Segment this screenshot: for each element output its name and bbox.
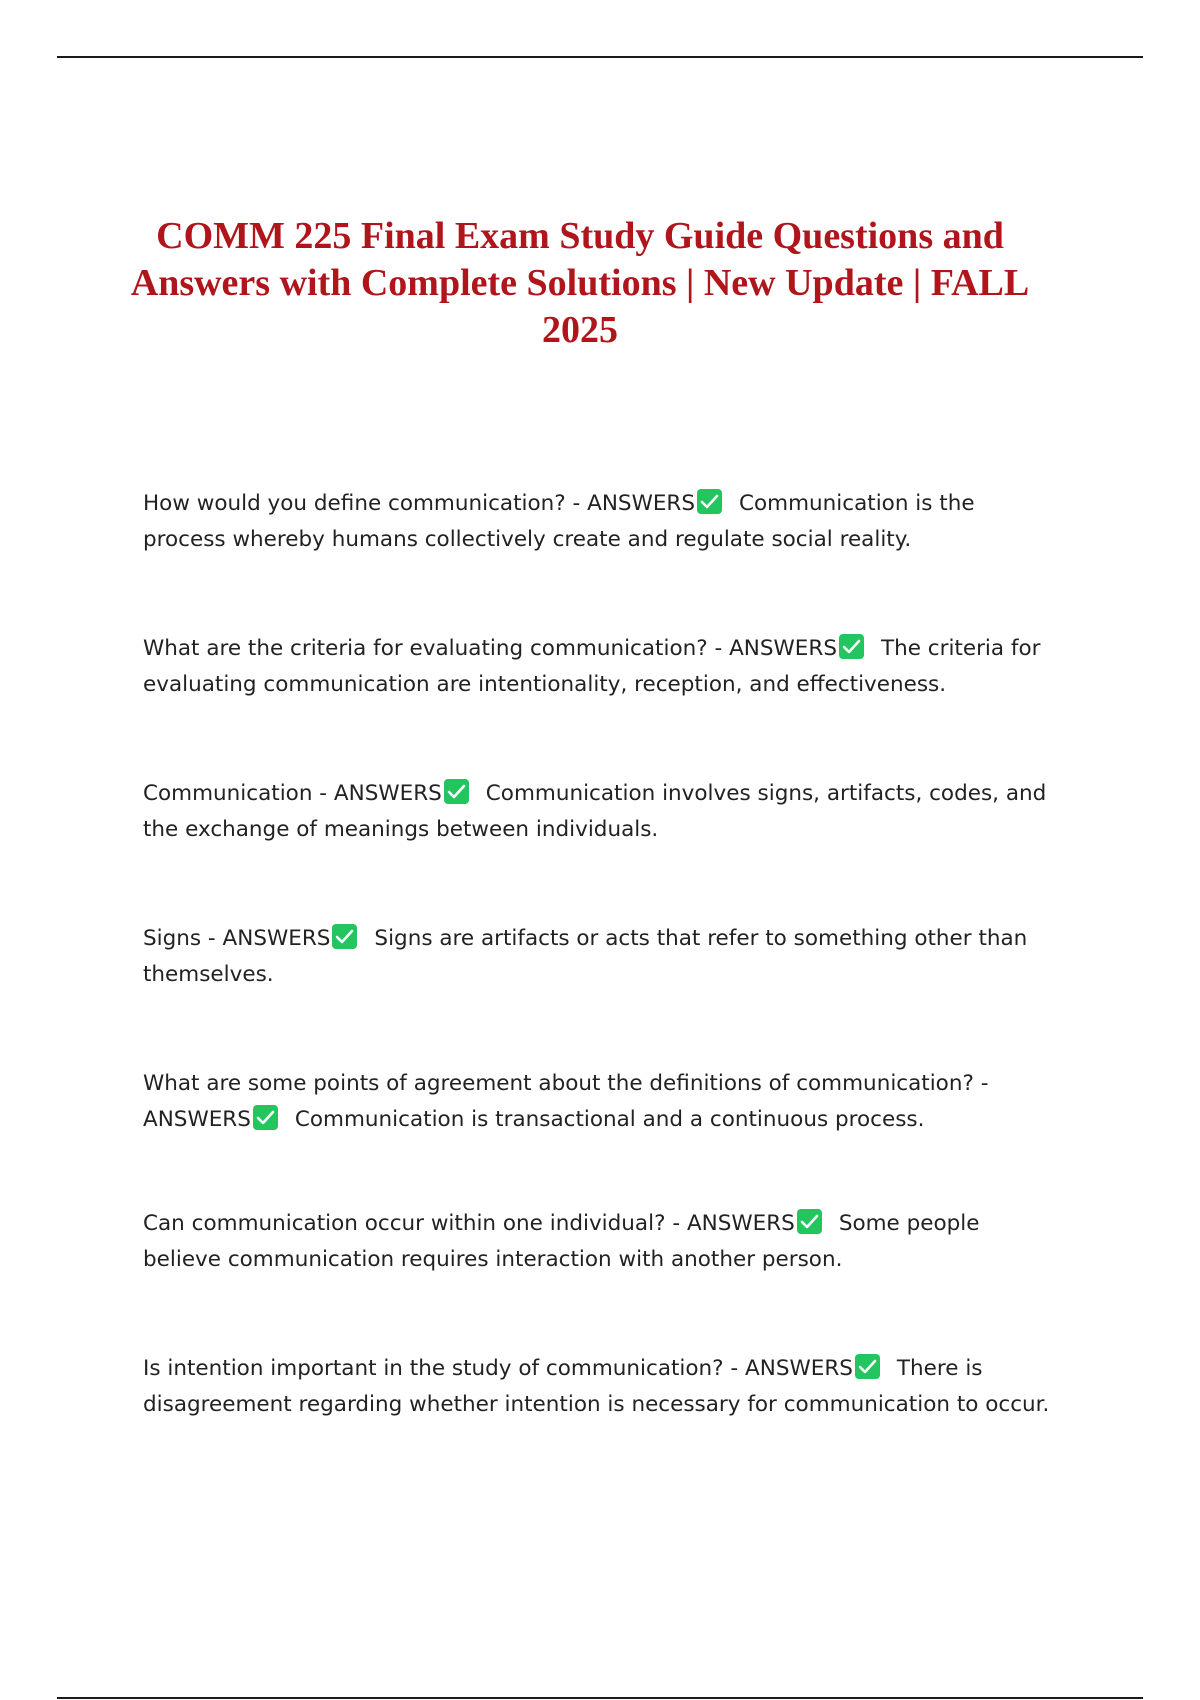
- check-mark-icon: [697, 489, 722, 514]
- answers-label: ANSWERS: [745, 1356, 853, 1381]
- qa-item: [143, 776, 1063, 848]
- question-text: What are the criteria for evaluating communication? -: [143, 636, 723, 661]
- check-mark-icon: [855, 1354, 880, 1379]
- question-text: How would you define communication? -: [143, 491, 581, 516]
- qa-item: [143, 1066, 1063, 1138]
- qa-item: [143, 1206, 1063, 1278]
- check-mark-icon: [444, 779, 469, 804]
- answer-text: Some people believe communication requires interaction with another person.: [143, 1211, 980, 1272]
- check-mark-icon: [839, 634, 864, 659]
- answers-label: ANSWERS: [587, 491, 695, 516]
- answers-label: ANSWERS: [686, 1211, 795, 1236]
- answer-text: Signs are artifacts or acts that refer to something other than themselves.: [143, 926, 1028, 987]
- answers-label: ANSWERS: [729, 636, 837, 661]
- qa-item: [143, 921, 1063, 993]
- answer-text: Communication is the process whereby humans collectively create and regulate social reality.: [143, 491, 975, 552]
- question-text: Signs -: [143, 926, 216, 951]
- answer-text: Communication is transactional and a continuous process.: [294, 1107, 925, 1132]
- answers-label: ANSWERS: [143, 1107, 251, 1132]
- answers-label: ANSWERS: [222, 926, 331, 951]
- top-rule: [57, 56, 1143, 58]
- qa-list: [143, 486, 1063, 1423]
- bottom-rule: [57, 1697, 1143, 1699]
- check-mark-icon: [332, 924, 357, 949]
- document-title: COMM 225 Final Exam Study Guide Questions and Answers with Complete Solutions | New Update | FALL 2025: [130, 215, 1030, 351]
- answers-label: ANSWERS: [333, 781, 442, 806]
- qa-item: [143, 486, 1063, 558]
- question-text: What are some points of agreement about the definitions of communication? -: [143, 1071, 989, 1096]
- qa-item: [143, 631, 1063, 703]
- answer-text: Communication involves signs, artifacts, codes, and the exchange of meanings between individuals.: [143, 781, 1047, 842]
- answer-text: The criteria for evaluating communication are intentionality, reception, and effectiveness.: [143, 636, 1041, 697]
- check-mark-icon: [253, 1105, 278, 1130]
- question-text: Is intention important in the study of communication? -: [143, 1356, 739, 1381]
- check-mark-icon: [797, 1209, 822, 1234]
- question-text: Communication -: [143, 781, 328, 806]
- answer-text: There is disagreement regarding whether intention is necessary for communication to occur.: [143, 1356, 1050, 1417]
- question-text: Can communication occur within one individual? -: [143, 1211, 681, 1236]
- qa-item: [143, 1351, 1063, 1423]
